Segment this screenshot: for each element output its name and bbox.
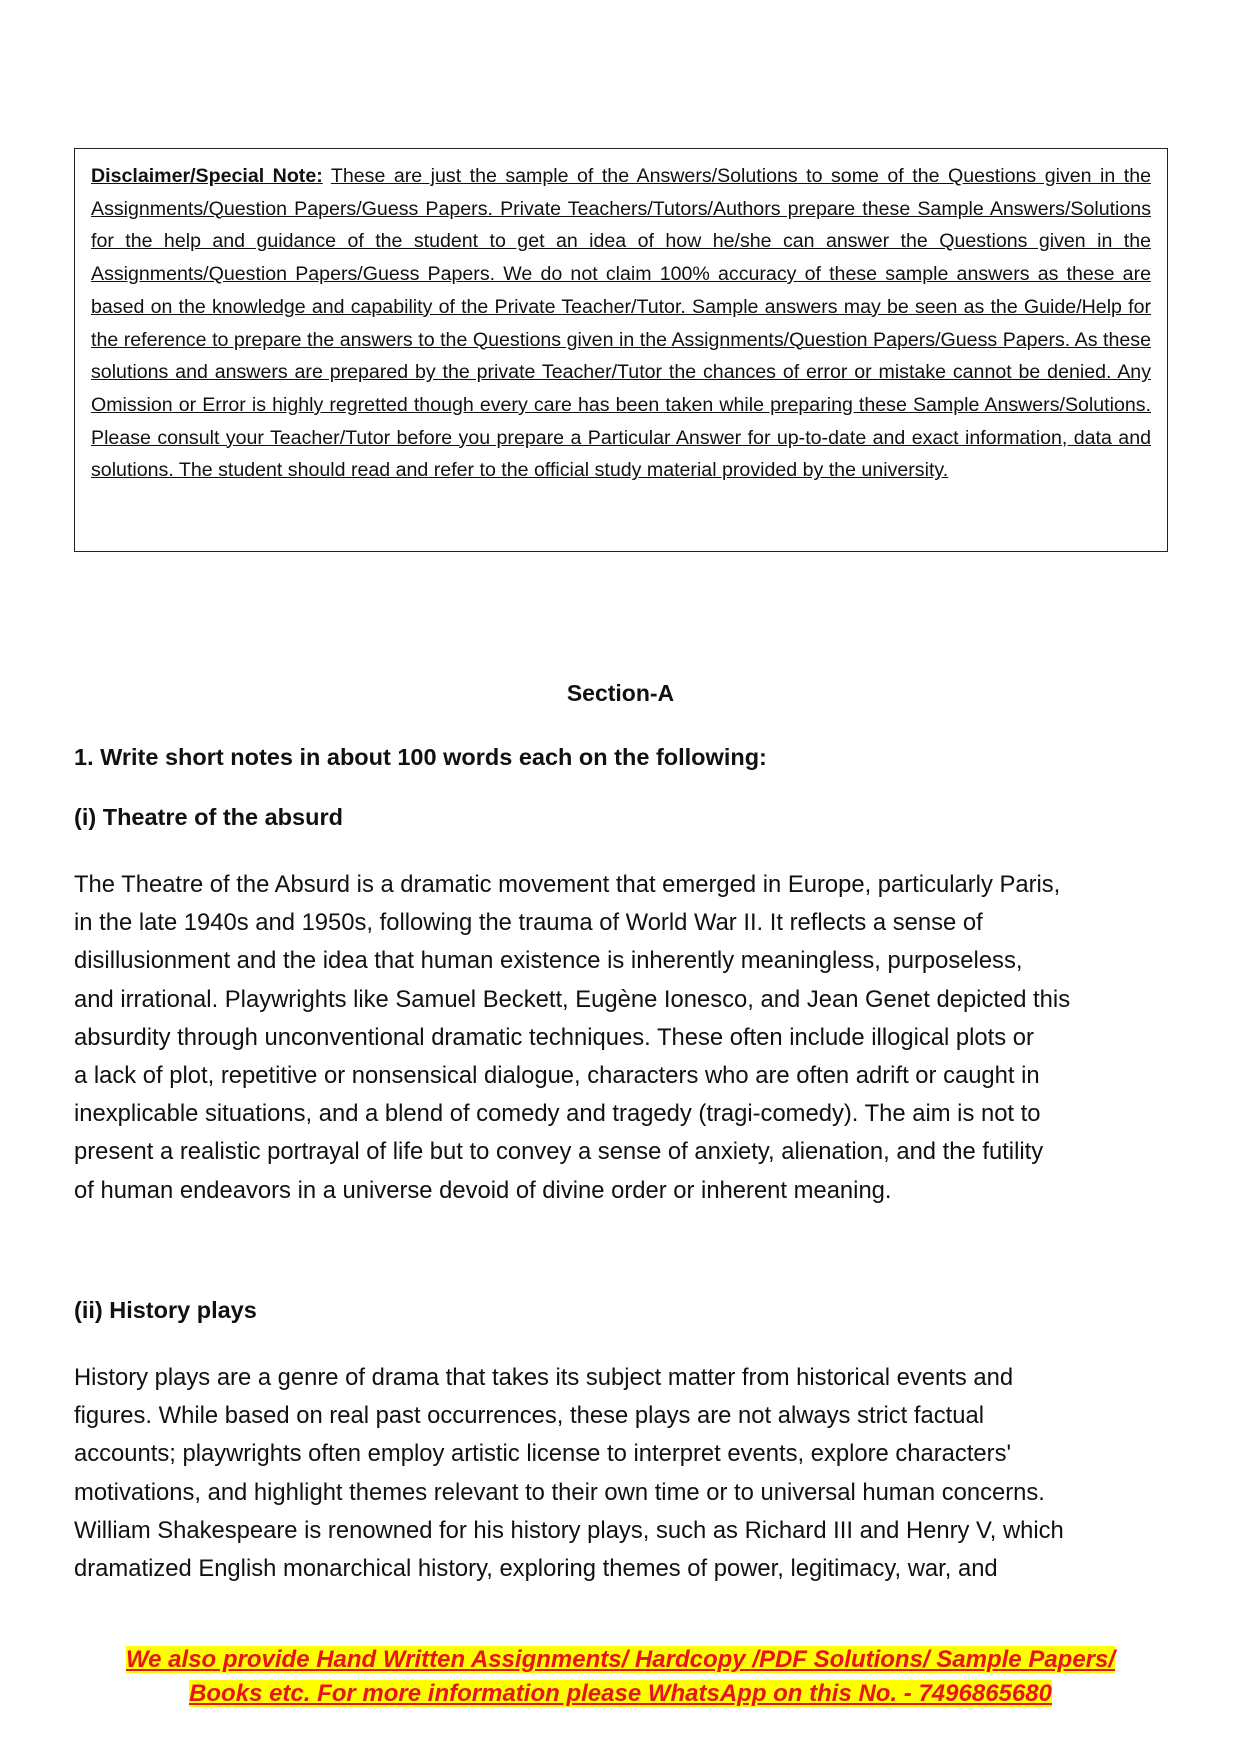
paragraph-line: figures. While based on real past occurrences, these plays are not always strict factual xyxy=(74,1402,985,1430)
disclaimer-label: Disclaimer/Special Note: xyxy=(91,165,323,187)
paragraph-line: of human endeavors in a universe devoid of divine order or inherent meaning. xyxy=(74,1176,892,1204)
paragraph-line: inexplicable situations, and a blend of comedy and tragedy (tragi-comedy). The aim is not to xyxy=(74,1100,1041,1128)
paragraph-line: and irrational. Playwrights like Samuel Beckett, Eugène Ionesco, and Jean Genet depicted this xyxy=(74,985,1071,1013)
paragraph-line: motivations, and highlight themes relevant to their own time or to universal human concerns. xyxy=(74,1478,1045,1506)
section-title: Section-A xyxy=(566,680,675,706)
paragraph-line: accounts; playwrights often employ artistic license to interpret events, explore characters' xyxy=(74,1440,1012,1468)
item-heading-theatre-of-absurd: (i) Theatre of the absurd xyxy=(74,804,343,830)
footer-notice xyxy=(0,1643,1241,1711)
item-paragraph-theatre-of-absurd xyxy=(74,866,1174,1210)
paragraph-line: absurdity through unconventional dramatic techniques. These often include illogical plots or xyxy=(74,1023,1034,1051)
disclaimer-text: These are just the sample of the Answers/Solutions to some of the Questions given in the Assignments/Question Papers/Guess Papers. Private Teachers/Tutors/Authors prepare these Sample Answers/Solutions for the help and guidance of the student to get an idea of how he/she can answer the Questions given in the Assignments/Question Papers/Guess Papers. We do not claim 100% accuracy of these sample answers as these are based on the knowledge and capability of the Private Teacher/Tutor. Sample answers may be seen as the Guide/Help for the reference to prepare the answers to the Questions given in the Assignments/Question Papers/Guess Papers. As these solutions and answers are prepared by the private Teacher/Tutor the chances of error or mistake cannot be denied. Any Omission or Error is highly regretted though every care has been taken while preparing these Sample Answers/Solutions. Please consult your Teacher/Tutor before you prepare a Particular Answer for up-to-date and exact information, data and solutions. The student should read and refer to the official study material provided by the university. xyxy=(91,165,1152,482)
footer-line-1: We also provide Hand Written Assignments/ Hardcopy /PDF Solutions/ Sample Papers/ xyxy=(125,1646,1116,1673)
question-heading: 1. Write short notes in about 100 words each on the following: xyxy=(74,744,767,770)
paragraph-line: William Shakespeare is renowned for his history plays, such as Richard III and Henry V, which xyxy=(74,1516,1064,1544)
paragraph-line: a lack of plot, repetitive or nonsensical dialogue, characters who are often adrift or caught in xyxy=(74,1062,1040,1090)
paragraph-line: in the late 1940s and 1950s, following the trauma of World War II. It reflects a sense of xyxy=(74,909,983,937)
paragraph-line: dramatized English monarchical history, exploring themes of power, legitimacy, war, and xyxy=(74,1555,998,1583)
footer-line-2: Books etc. For more information please WhatsApp on this No. - 7496865680 xyxy=(189,1680,1052,1707)
disclaimer-box xyxy=(74,148,1168,552)
item-paragraph-history-plays xyxy=(74,1359,1174,1588)
paragraph-line: The Theatre of the Absurd is a dramatic movement that emerged in Europe, particularly Paris, xyxy=(74,871,1061,898)
paragraph-line: History plays are a genre of drama that takes its subject matter from historical events and xyxy=(74,1364,1014,1391)
item-heading-history-plays: (ii) History plays xyxy=(74,1297,257,1323)
paragraph-line: present a realistic portrayal of life but to convey a sense of anxiety, alienation, and the futility xyxy=(74,1138,1044,1166)
paragraph-line: disillusionment and the idea that human existence is inherently meaningless, purposeless, xyxy=(74,947,1023,975)
